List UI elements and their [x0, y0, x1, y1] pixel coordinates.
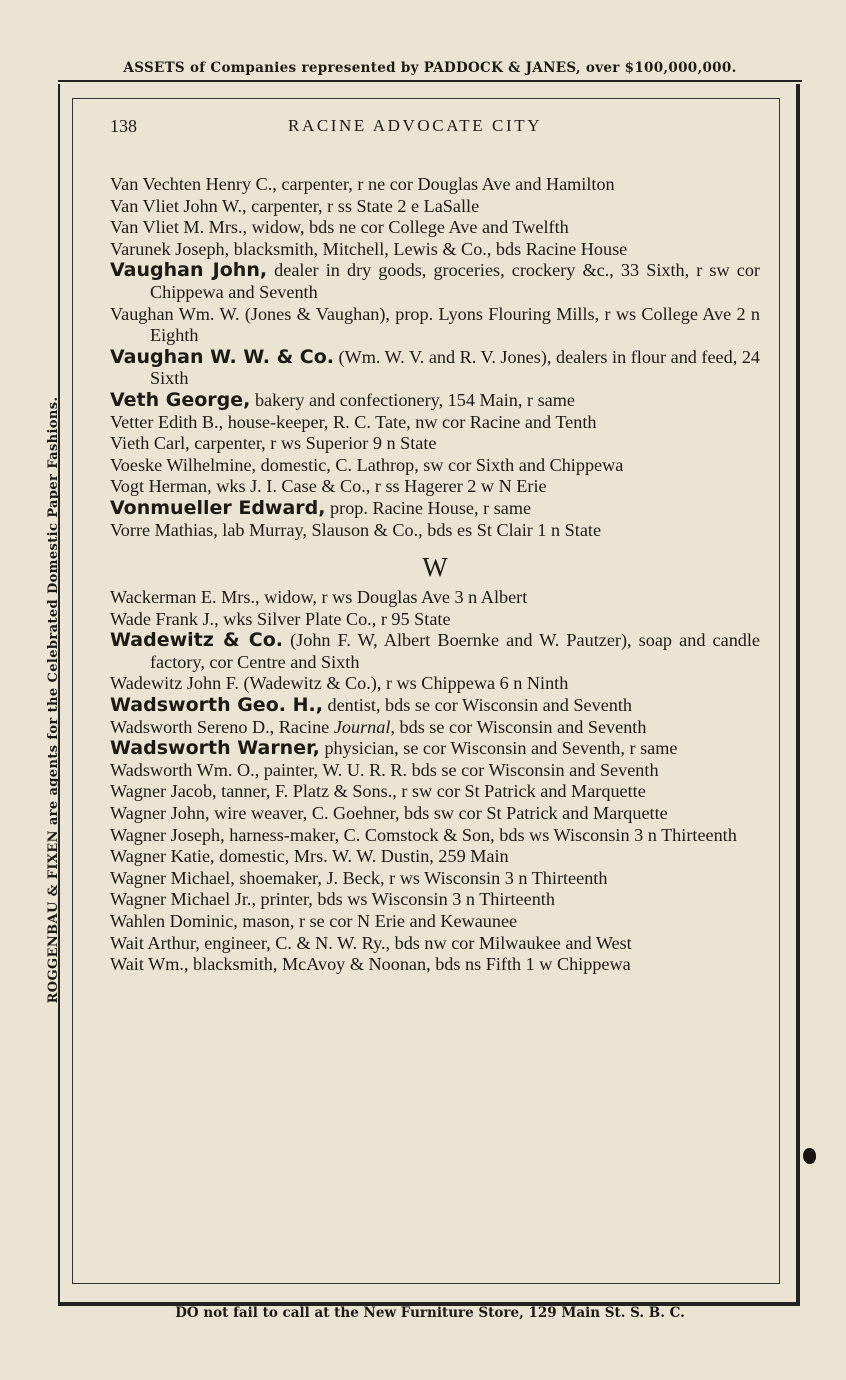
entry-text: Varunek Joseph, blacksmith, Mitchell, Lewis & Co., bds Racine House	[110, 238, 628, 259]
directory-entry	[110, 455, 760, 477]
directory-entry	[110, 846, 760, 868]
entry-text: Wagner Joseph, harness-maker, C. Comstock & Son, bds ws Wisconsin 3 n Thirteenth	[110, 824, 737, 845]
entry-text: Vieth Carl, carpenter, r ws Superior 9 n State	[110, 433, 437, 454]
directory-entry	[110, 911, 760, 933]
section-w-list	[110, 587, 760, 976]
entry-text: Wadsworth Wm. O., painter, W. U. R. R. bds se cor Wisconsin and Seventh	[110, 759, 659, 780]
entry-text: Voeske Wilhelmine, domestic, C. Lathrop, sw cor Sixth and Chippewa	[110, 454, 624, 475]
entry-text: Wagner Michael Jr., printer, bds ws Wisconsin 3 n Thirteenth	[110, 889, 555, 910]
entry-text: Wagner Katie, domestic, Mrs. W. W. Dustin, 259 Main	[110, 846, 509, 867]
entry-text: Wade Frank J., wks Silver Plate Co., r 95 State	[110, 608, 451, 629]
running-title: RACINE ADVOCATE CITY	[288, 116, 543, 135]
directory-entry	[110, 412, 760, 434]
directory-entry	[110, 781, 760, 803]
directory-entry	[110, 609, 760, 631]
directory-entry	[110, 738, 760, 760]
entry-text: Wagner Jacob, tanner, F. Platz & Sons., r sw cor St Patrick and Marquette	[110, 781, 646, 802]
section-letter-w: W	[422, 552, 448, 583]
directory-entry	[110, 390, 760, 412]
directory-entry	[110, 717, 760, 739]
entry-text: dealer in dry goods, groceries, crockery &c., 33 Sixth, r sw cor Chippewa and Seventh	[150, 260, 760, 302]
entry-text: Wadsworth Sereno D., Racine	[110, 716, 334, 737]
directory-entries	[110, 174, 760, 976]
directory-entry	[110, 889, 760, 911]
directory-entry	[110, 673, 760, 695]
entry-name-bold: Vaughan John,	[110, 259, 268, 282]
page-header	[110, 116, 760, 140]
entry-text: Van Vliet M. Mrs., widow, bds ne cor College Ave and Twelfth	[110, 217, 569, 238]
side-advertisement-banner: ROGGENBAU & FIXEN are agents for the Celebrated Domestic Paper Fashions.	[46, 396, 61, 1004]
entry-text: physician, se cor Wisconsin and Seventh, r same	[319, 738, 678, 759]
entry-text: Vogt Herman, wks J. I. Case & Co., r ss Hagerer 2 w N Erie	[110, 476, 547, 497]
entry-text: Wait Wm., blacksmith, McAvoy & Noonan, bds ns Fifth 1 w Chippewa	[110, 954, 631, 975]
entry-name-bold: Wadsworth Warner,	[110, 737, 320, 760]
entry-text: Van Vechten Henry C., carpenter, r ne cor Douglas Ave and Hamilton	[110, 174, 615, 194]
entry-name-bold: Veth George,	[110, 388, 251, 411]
directory-entry	[110, 630, 760, 673]
entry-text: Wagner Michael, shoemaker, J. Beck, r ws Wisconsin 3 n Thirteenth	[110, 867, 608, 888]
page-number: 138	[110, 116, 137, 136]
entry-text-tail: bds se cor Wisconsin and Seventh	[394, 716, 647, 737]
entry-text: Wahlen Dominic, mason, r se cor N Erie and Kewaunee	[110, 911, 518, 931]
entry-text: Vetter Edith B., house-keeper, R. C. Tate, nw cor Racine and Tenth	[110, 411, 597, 432]
directory-entry	[110, 933, 760, 955]
entry-italic-text: Journal,	[333, 716, 395, 737]
entry-text: Vaughan Wm. W. (Jones & Vaughan), prop. Lyons Flouring Mills, r ws College Ave 2 n Eighth	[110, 303, 760, 346]
entry-text: dentist, bds se cor Wisconsin and Seventh	[322, 695, 633, 716]
entry-text: Wait Arthur, engineer, C. & N. W. Ry., bds nw cor Milwaukee and West	[110, 932, 632, 953]
entry-name-bold: Wadewitz & Co.	[110, 629, 283, 652]
ink-blot	[803, 1148, 816, 1164]
directory-entry	[110, 217, 760, 239]
bottom-advertisement-banner: DO not fail to call at the New Furniture Store, 129 Main St. S. B. C.	[175, 1305, 685, 1321]
directory-entry	[110, 239, 760, 261]
directory-entry	[110, 803, 760, 825]
entry-text: bakery and confectionery, 154 Main, r same	[250, 389, 575, 410]
directory-entry	[110, 520, 760, 542]
entry-text: prop. Racine House, r same	[325, 497, 532, 518]
directory-entry	[110, 695, 760, 717]
entry-text: Vorre Mathias, lab Murray, Slauson & Co., bds es St Clair 1 n State	[110, 519, 602, 540]
entry-text: Wackerman E. Mrs., widow, r ws Douglas Ave 3 n Albert	[110, 587, 528, 608]
directory-entry	[110, 825, 760, 847]
entry-name-bold: Vonmueller Edward,	[110, 496, 326, 519]
directory-entry	[110, 260, 760, 303]
directory-entry	[110, 868, 760, 890]
directory-entry	[110, 760, 760, 782]
entry-text: (John F. W, Albert Boernke and W. Pautzer), soap and candle factory, cor Centre and Sixth	[150, 630, 761, 672]
directory-entry	[110, 587, 760, 609]
directory-entry	[110, 174, 760, 196]
directory-entry	[110, 304, 760, 347]
directory-entry	[110, 954, 760, 976]
entry-text: Van Vliet John W., carpenter, r ss State 2 e LaSalle	[110, 195, 480, 216]
section-v-list	[110, 174, 760, 541]
entry-name-bold: Vaughan W. W. & Co.	[110, 345, 334, 368]
directory-entry	[110, 196, 760, 218]
top-rule	[58, 80, 802, 82]
directory-entry	[110, 476, 760, 498]
entry-text: Wadewitz John F. (Wadewitz & Co.), r ws Chippewa 6 n Ninth	[110, 673, 569, 694]
directory-entry	[110, 347, 760, 390]
entry-text: (Wm. W. V. and R. V. Jones), dealers in flour and feed, 24 Sixth	[150, 346, 761, 389]
top-advertisement-banner: ASSETS of Companies represented by PADDOCK & JANES, over $100,000,000.	[123, 60, 737, 76]
entry-name-bold: Wadsworth Geo. H.,	[110, 694, 323, 717]
directory-entry	[110, 433, 760, 455]
directory-entry	[110, 498, 760, 520]
entry-text: Wagner John, wire weaver, C. Goehner, bds sw cor St Patrick and Marquette	[110, 803, 668, 824]
